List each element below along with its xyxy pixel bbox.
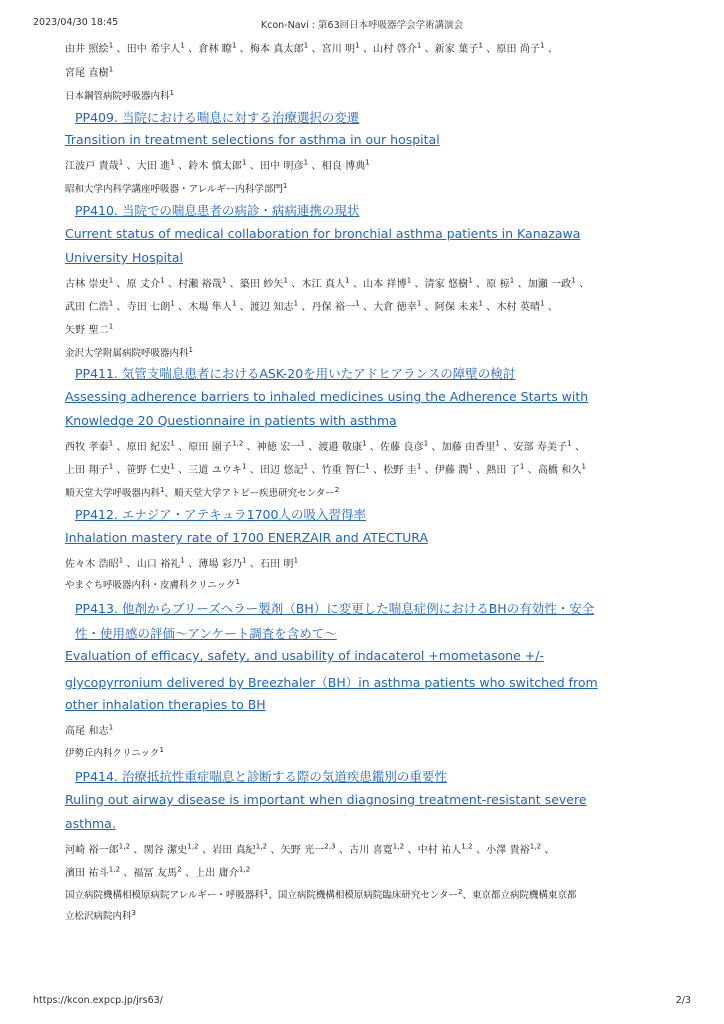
author-list: 上田 翔子$^1$ 、笹野 仁史$^1$ 、三道 ユウキ$^1$ 、田辺 悠記$^1$ 、竹重 智仁$^1$ 、松野 圭$^1$ 、伊藤 潤$^1$ 、熱田 了$^1$ 、高橋 和久$^1$ [65,462,587,476]
affiliation: やまぐち呼吸器内科・皮膚科クリニック$^1$ [65,577,240,591]
abstract-title-en-link[interactable]: asthma. [65,816,116,831]
abstract-title-en-link[interactable]: Ruling out airway disease is important when diagnosing treatment-resistant severe [65,792,587,807]
affiliation: 国立病院機構相模原病院アレルギー・呼吸器科$^1$、国立病院機構相模原病院臨床研究センター$^2$、東京都立病院機構東京都 [65,887,577,901]
author-list: 河崎 裕一郎$^{1,2}$ 、関谷 潔史$^{1,2}$ 、岩田 真紀$^{1,2}$ 、矢野 光一$^{2,3}$ 、古川 喜寛$^{1,2}$ 、中村 祐人$^{1,2}$ 、小澤 貴裕$^{1,2}$ 、 [65,842,555,856]
abstract-title-jp-link[interactable]: PP411. 気管支喘息患者におけるASK-20を用いたアドヒアランスの障壁の検討 [75,366,516,381]
author-list: 矢野 聖二$^1$ [65,322,114,336]
abstract-title-en-link[interactable]: Evaluation of efficacy, safety, and usability of indacaterol +mometasone +/- [65,648,544,663]
abstract-title-en-link[interactable]: Transition in treatment selections for asthma in our hospital [65,132,440,147]
affiliation: 日本鋼管病院呼吸器内科$^1$ [65,88,174,102]
abstract-title-en-link[interactable]: Knowledge 20 Questionnaire in patients with asthma [65,413,397,428]
abstract-title-en-link[interactable]: glycopyrronium delivered by Breezhaler（BH）in asthma patients who switched from [65,675,598,690]
author-list: 古林 崇史$^1$ 、原 丈介$^1$ 、村瀬 裕哉$^1$ 、築田 紗矢$^1$ 、木江 真人$^1$ 、山本 祥博$^1$ 、清家 悠樹$^1$ 、原 椋$^1$ 、加瀬 一政$^1$ 、 [65,276,590,290]
author-list: 由井 照絵$^1$ 、田中 希宇人$^1$ 、倉林 瞭$^1$ 、梅本 真太郎$^1$ 、宮川 明$^1$ 、山村 啓介$^1$ 、新家 葉子$^1$ 、原田 尚子$^1$ 、 [65,41,559,55]
abstract-title-jp-link[interactable]: PP412. エナジア・アテキュラ1700人の吸入習得率 [75,507,366,522]
abstract-title-en-link[interactable]: Inhalation mastery rate of 1700 ENERZAIR and ATECTURA [65,530,429,545]
abstract-title-en-link[interactable]: Current status of medical collaboration for bronchial asthma patients in Kanazawa [65,226,581,241]
abstract-title-jp-link[interactable]: PP414. 治療抵抗性重症喘息と診断する際の気道疾患鑑別の重要性 [75,769,447,784]
affiliation: 伊勢丘内科クリニック$^1$ [65,745,164,759]
author-list: 西牧 孝泰$^1$ 、原田 紀宏$^1$ 、原田 園子$^{1,2}$ 、神徳 宏一$^1$ 、渡邉 敬康$^1$ 、佐藤 良彦$^1$ 、加藤 由香里$^1$ 、安部 寿美子$^1$ 、 [65,439,586,453]
author-list: 佐々木 浩昭$^1$ 、山口 裕礼$^1$ 、薄場 彩乃$^1$ 、石田 明$^1$ [65,556,299,570]
abstract-title-en-link[interactable]: Assessing adherence barriers to inhaled medicines using the Adherence Starts with [65,389,589,404]
affiliation: 立松沢病院内科$^3$ [65,908,136,922]
abstract-title-jp-link[interactable]: PP410. 当院での喘息患者の病診・病病連携の現状 [75,203,360,218]
author-list: 高尾 和志$^1$ [65,723,114,737]
abstract-title-en-link[interactable]: University Hospital [65,250,184,265]
page-number: 2/3 [675,995,691,1006]
affiliation: 順天堂大学呼吸器内科$^1$、順天堂大学アトピー疾患研究センター$^2$ [65,485,340,499]
author-list: 宮尾 直樹$^1$ [65,65,114,79]
print-date: 2023/04/30 18:45 [33,17,119,28]
abstract-title-en-link[interactable]: other inhalation therapies to BH [65,697,266,712]
footer-url: https://kcon.expcp.jp/jrs63/ [33,995,163,1006]
affiliation: 金沢大学附属病院呼吸器内科$^1$ [65,345,193,359]
page-header-title: Kcon-Navi : 第63回日本呼吸器学会学術講演会 [260,20,464,31]
affiliation: 昭和大学内科学講座呼吸器・アレルギー内科学部門$^1$ [65,181,288,195]
abstract-title-jp-link[interactable]: 性・使用感の評価～アンケート調査を含めて～ [75,626,337,641]
author-list: 濱田 祐斗$^{1,2}$ 、福冨 友馬$^2$ 、上出 庸介$^{1,2}$ [65,865,251,879]
abstract-title-jp-link[interactable]: PP413. 他剤からブリーズヘラー製剤（BH）に変更した喘息症例におけるBHの有効性・安全 [75,601,595,616]
author-list: 武田 仁浩$^1$ 、寺田 七朗$^1$ 、木場 隼人$^1$ 、渡辺 知志$^1$ 、丹保 裕一$^1$ 、大倉 徳幸$^1$ 、阿保 未来$^1$ 、木村 英晴$^1$ 、 [65,299,559,313]
abstract-title-jp-link[interactable]: PP409. 当院における喘息に対する治療選択の変遷 [75,110,360,125]
author-list: 江波戸 貴哉$^1$ 、大田 進$^1$ 、鈴木 慎太郎$^1$ 、田中 明彦$^1$ 、相良 博典$^1$ [65,158,370,172]
